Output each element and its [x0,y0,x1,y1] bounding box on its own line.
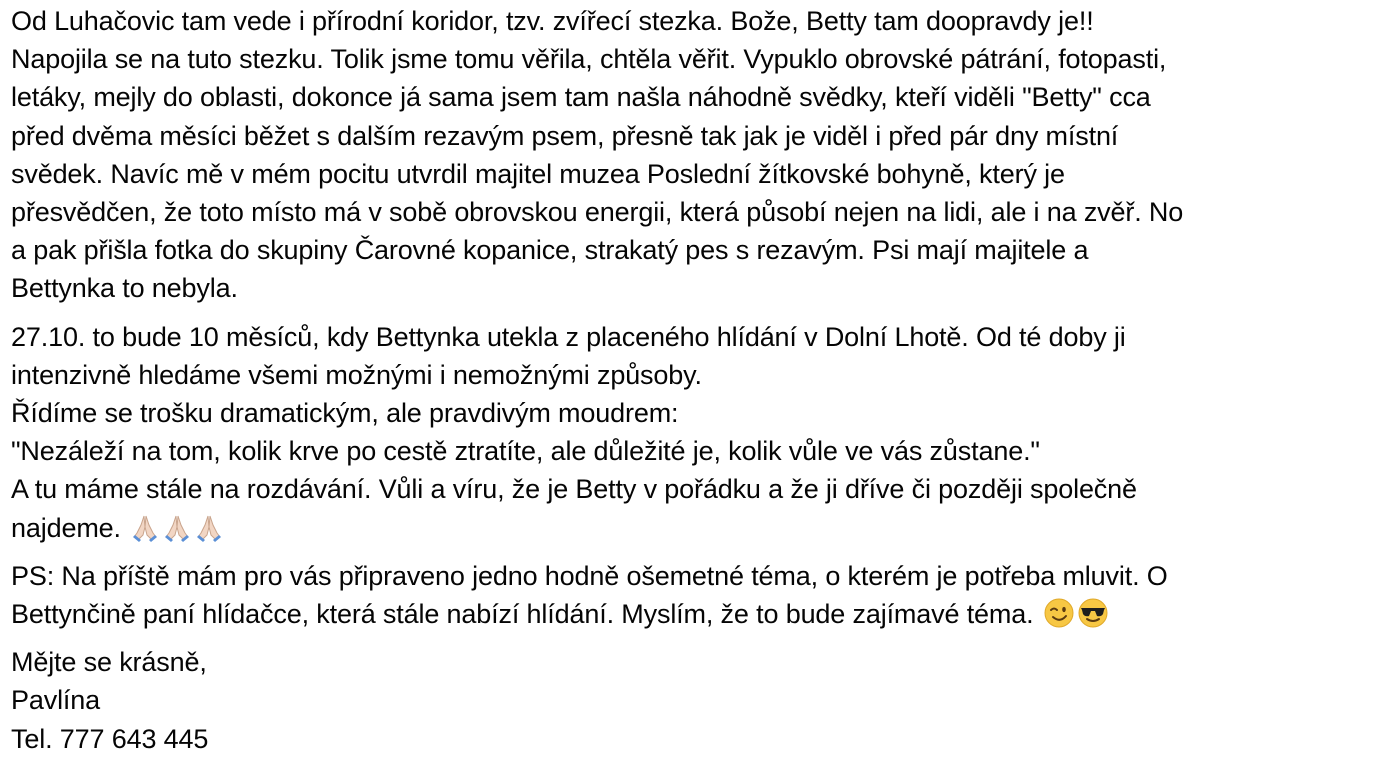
folded-hands-icon [130,513,160,543]
text-line: svědek. Navíc mě v mém pocitu utvrdil majitel muzea Poslední žítkovské bohyně, který je [11,158,1065,189]
text-line: letáky, mejly do oblasti, dokonce já sama jsem tam našla náhodně svědky, kteří viděli "Betty" cca [11,82,1151,113]
text-line: před dvěma měsíci běžet s dalším rezavým psem, přesně tak jak je viděl i před pár dny místní [11,120,1119,151]
text-line-with-emoji [11,509,1373,547]
text-line: Od Luhačovic tam vede i přírodní koridor, tzv. zvířecí stezka. Bože, Betty tam doopravdy je!! [11,6,1094,36]
text-line: intenzivně hledáme všemi možnými i nemožnými způsoby. [11,359,702,390]
post-body [11,2,1373,758]
text-line: "Nezáleží na tom, kolik krve po cestě ztratíte, ale důležité je, kolik vůle ve vás zůstane." [11,436,1040,467]
paragraph-1 [11,2,1373,308]
signature [11,643,1373,758]
text-line: Napojila se na tuto stezku. Tolik jsme tomu věřila, chtěla věřit. Vypuklo obrovské pátrání, fotopasti, [11,44,1167,75]
text-line: přesvědčen, že toto místo má v sobě obrovskou energii, která působí nejen na lidi, ale i na zvěř. No [11,197,1184,228]
text-line: 27.10. to bude 10 měsíců, kdy Bettynka utekla z placeného hlídání v Dolní Lhotě. Od té doby ji [11,321,1126,352]
text-line: najdeme. [11,512,121,543]
sunglasses-face-icon [1077,597,1109,629]
folded-hands-icon [162,513,192,543]
text-line: Řídíme se trošku dramatickým, ale pravdivým moudrem: [11,398,679,429]
signature-greeting: Mějte se krásně, [11,647,207,678]
paragraph-2 [11,318,1373,547]
paragraph-3 [11,557,1373,633]
text-line: PS: Na příště mám pro vás připraveno jedno hodně ošemetné téma, o kterém je potřeba mluvit. O [11,560,1168,591]
text-line: Bettynka to nebyla. [11,273,238,304]
folded-hands-icon [194,513,224,543]
signature-phone: Tel. 777 643 445 [11,723,209,754]
text-line: A tu máme stále na rozdávání. Vůli a víru, že je Betty v pořádku a že ji dříve či později společně [11,474,1137,505]
text-line: a pak přišla fotka do skupiny Čarovné kopanice, strakatý pes s rezavým. Psi mají majitele a [11,235,1089,266]
signature-name: Pavlína [11,685,101,716]
text-line-with-emoji [11,595,1373,633]
winking-face-icon [1043,597,1075,629]
text-line: Bettynčině paní hlídačce, která stále nabízí hlídání. Myslím, že to bude zajímavé téma. [11,599,1034,630]
